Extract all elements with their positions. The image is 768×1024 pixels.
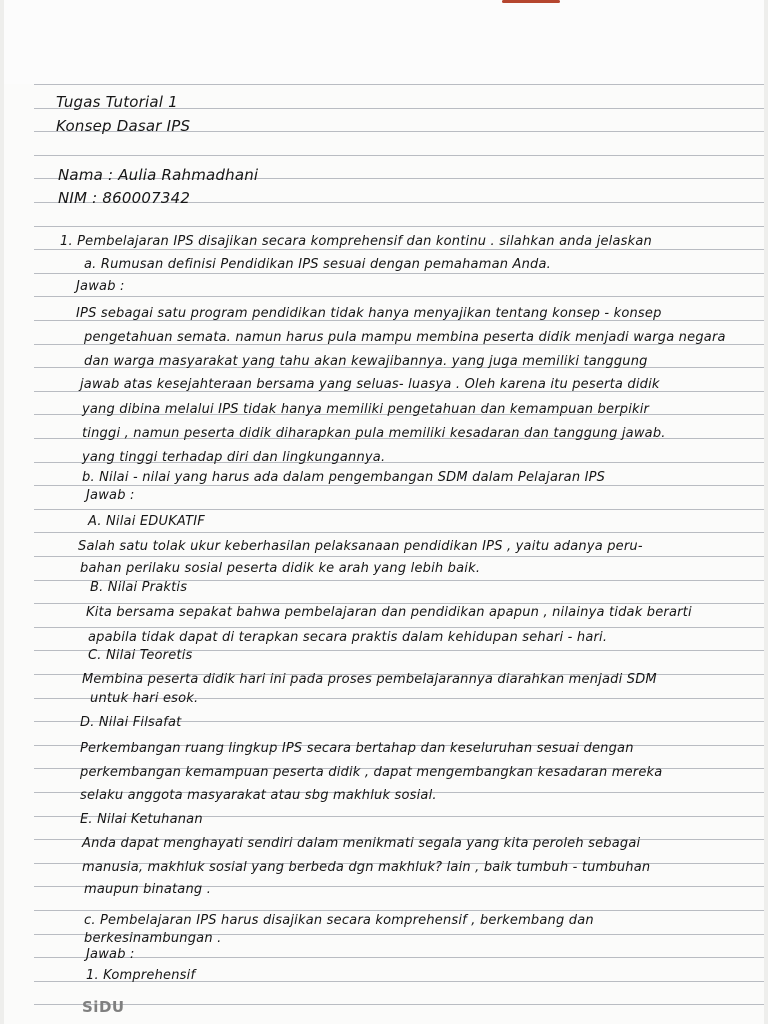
text-line: Perkembangan ruang lingkup IPS secara bertahap dan keseluruhan sesuai dengan — [80, 741, 634, 756]
text-line: pengetahuan semata. namun harus pula mampu membina peserta didik menjadi warga negara — [84, 330, 726, 345]
text-line: C. Nilai Teoretis — [88, 648, 193, 663]
ruled-line — [34, 226, 764, 227]
student-nim: NIM : 860007342 — [58, 189, 191, 207]
course-title: Konsep Dasar IPS — [56, 117, 191, 135]
text-line: A. Nilai EDUKATIF — [88, 514, 205, 529]
text-line: Salah satu tolak ukur keberhasilan pelaksanaan pendidikan IPS , yaitu adanya peru- — [78, 539, 643, 554]
text-line: 1. Komprehensif — [86, 968, 196, 983]
text-line: Jawab : — [86, 947, 135, 962]
ruled-line — [34, 296, 764, 297]
ruled-line — [34, 509, 764, 510]
text-line: manusia, makhluk sosial yang berbeda dgn makhluk? lain , baik tumbuh - tumbuhan — [82, 860, 651, 875]
ruled-line — [34, 532, 764, 533]
ruled-line — [34, 957, 764, 958]
text-line: untuk hari esok. — [90, 691, 199, 706]
text-line: maupun binatang . — [84, 882, 212, 897]
ruled-line — [34, 1004, 764, 1005]
text-line: jawab atas kesejahteraan bersama yang seluas- luasya . Oleh karena itu peserta didik — [80, 377, 660, 392]
text-line: Anda dapat menghayati sendiri dalam menikmati segala yang kita peroleh sebagai — [82, 836, 641, 851]
text-line: a. Rumusan definisi Pendidikan IPS sesuai dengan pemahaman Anda. — [84, 257, 551, 272]
sidu-logo: SiDU — [82, 998, 125, 1016]
text-line: apabila tidak dapat di terapkan secara praktis dalam kehidupan sehari - hari. — [88, 630, 608, 645]
text-line: IPS sebagai satu program pendidikan tidak hanya menyajikan tentang konsep - konsep — [76, 306, 662, 321]
text-line: tinggi , namun peserta didik diharapkan pula memiliki kesadaran dan tanggung jawab. — [82, 426, 666, 441]
text-line: Membina peserta didik hari ini pada proses pembelajarannya diarahkan menjadi SDM — [82, 672, 657, 687]
top-margin — [4, 0, 764, 84]
text-line: berkesinambungan . — [84, 931, 222, 946]
ruled-line — [34, 155, 764, 156]
assignment-title: Tugas Tutorial 1 — [56, 93, 178, 111]
text-line: yang tinggi terhadap diri dan lingkungannya. — [82, 450, 386, 465]
text-line: perkembangan kemampuan peserta didik , dapat mengembangkan kesadaran mereka — [80, 765, 663, 780]
ruled-line — [34, 84, 764, 85]
notebook-page — [4, 0, 764, 1024]
text-line: E. Nilai Ketuhanan — [80, 812, 203, 827]
text-line: bahan perilaku sosial peserta didik ke arah yang lebih baik. — [80, 561, 481, 576]
text-line: Jawab : — [76, 279, 125, 294]
text-line: b. Nilai - nilai yang harus ada dalam pengembangan SDM dalam Pelajaran IPS — [82, 470, 606, 485]
text-line: c. Pembelajaran IPS harus disajikan secara komprehensif , berkembang dan — [84, 913, 594, 928]
student-name: Nama : Aulia Rahmadhani — [58, 166, 259, 184]
text-line: D. Nilai Filsafat — [80, 715, 182, 730]
text-line: 1. Pembelajaran IPS disajikan secara komprehensif dan kontinu . silahkan anda jelaskan — [60, 234, 652, 249]
text-line: Jawab : — [86, 488, 135, 503]
text-line: Kita bersama sepakat bahwa pembelajaran dan pendidikan apapun , nilainya tidak berarti — [86, 605, 692, 620]
text-line: dan warga masyarakat yang tahu akan kewajibannya. yang juga memiliki tanggung — [84, 354, 648, 369]
binding-mark — [502, 0, 560, 3]
text-line: selaku anggota masyarakat atau sbg makhluk sosial. — [80, 788, 437, 803]
text-line: yang dibina melalui IPS tidak hanya memiliki pengetahuan dan kemampuan berpikir — [82, 402, 650, 417]
text-line: B. Nilai Praktis — [90, 580, 188, 595]
